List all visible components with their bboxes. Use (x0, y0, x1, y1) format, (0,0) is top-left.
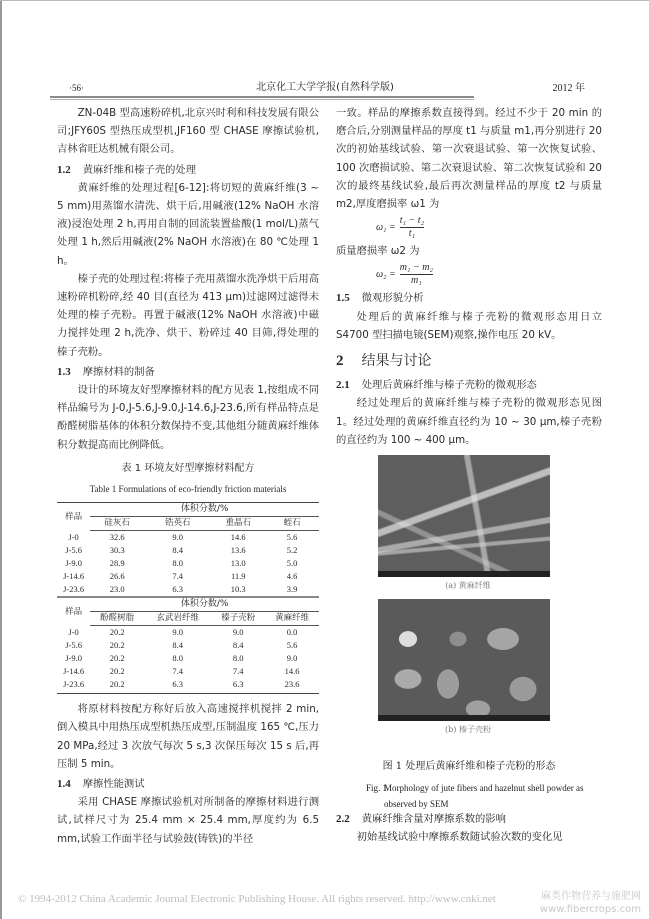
table-1-title-cn: 表 1 环境友好型摩擦材料配方 (121, 462, 255, 474)
sem-image-jute-fibers (378, 455, 550, 577)
table-cell: 8.4 (172, 545, 183, 556)
table-cell: 20.2 (109, 627, 125, 638)
table-cell: 9.0 (172, 627, 183, 638)
table-group-header: 体积分数/% (90, 503, 319, 517)
section-1-2-heading (57, 161, 319, 179)
table-column-header: 锆英石 (144, 517, 211, 531)
table-1-title-en: Table 1 Formulations of eco-friendly friction materials (89, 484, 287, 495)
denominator: t₁ (408, 228, 416, 240)
table-cell: 13.6 (230, 545, 246, 556)
formula-lhs: ω₂ = (376, 268, 396, 280)
sem-scale-bar (378, 571, 550, 577)
header-rule (50, 96, 474, 100)
copyright-footer: © 1994-2012 China Academic Journal Electronic Publishing House. All rights reserved. http://www.cnki.net (18, 893, 496, 905)
subfigure-b-caption: (b) 榛子壳粉 (445, 725, 491, 734)
denominator: m₁ (411, 275, 422, 287)
table-row (57, 570, 319, 583)
table-cell: 14.6 (230, 532, 246, 543)
table-cell: 6.3 (144, 678, 211, 694)
sample-id-cell: J-0 (68, 627, 79, 638)
section-title: 结果与讨论 (361, 353, 432, 370)
table-cell: 11.9 (230, 571, 246, 582)
sem-scale-bar (378, 715, 550, 721)
sample-id-cell: J-23.6 (63, 584, 85, 595)
table-1 (57, 502, 319, 694)
table-cell: 8.0 (172, 558, 183, 569)
table-cell: 5.2 (286, 545, 298, 556)
section-number: 2.1 (336, 379, 350, 392)
table-column-header: 榛子壳粉 (211, 612, 265, 626)
numerator: m₁ − m₂ (399, 262, 433, 274)
table-row (57, 626, 319, 640)
table-row (57, 531, 319, 545)
table-cell: 10.3 (230, 584, 246, 595)
right-column (336, 104, 602, 449)
table-cell: 20.2 (109, 640, 125, 651)
section-1-5-heading (336, 289, 602, 307)
table-cell: 9.0 (172, 532, 183, 543)
section-1-3-heading (57, 363, 319, 381)
table-row (57, 639, 319, 652)
table-cell: 5.0 (286, 558, 298, 569)
formula-thickness-wear (376, 215, 602, 240)
running-header (55, 78, 595, 96)
figure-1 (378, 455, 558, 735)
journal-title: 北京化工大学学报(自然科学版) (256, 82, 394, 93)
jute-treatment-paragraph: 黄麻纤维的处理过程[6-12]:将切短的黄麻纤维(3 ~ 5 mm)用蒸馏水清洗、烘干后,用碱液(12% NaOH 水溶液)浸泡处理 2 h,再用自制的回流装置盐酸(1 mol/L)蒸气处理 1 h,然后用碱液(2% NaOH 水溶液)在 80 ℃处理 1 h。 (57, 181, 319, 267)
friction-coefficient-paragraph: 初始基线试验中摩擦系数随试验次数的变化见 (356, 831, 563, 843)
formula-mass-wear (376, 262, 602, 287)
section-1-4-heading (57, 775, 319, 793)
table-cell: 32.6 (109, 532, 125, 543)
table-cell: 7.4 (172, 666, 183, 677)
numerator: t₁ − t₂ (399, 215, 425, 227)
section-title: 微观形貌分析 (361, 292, 424, 305)
sample-id-cell: J-5.6 (65, 640, 82, 651)
table-cell: 13.0 (230, 558, 246, 569)
section-2-1-heading (336, 376, 602, 394)
section-title: 黄麻纤维含量对摩擦系数的影响 (361, 813, 506, 825)
table-cell: 7.4 (172, 571, 183, 582)
section-title: 处理后黄麻纤维与榛子壳粉的微观形态 (361, 379, 537, 392)
table-cell: 8.4 (232, 640, 244, 651)
table-column-header: 重晶石 (211, 517, 265, 531)
table-cell: 14.6 (284, 666, 300, 677)
table-cell: 0.0 (286, 627, 298, 638)
sem-image-hazelnut-powder (378, 599, 550, 721)
sample-id-cell: J-9.0 (65, 558, 82, 569)
section-number: 1.2 (57, 163, 71, 176)
fraction (400, 215, 424, 240)
section-number: 1.3 (57, 365, 71, 378)
section-2-heading (336, 352, 602, 370)
watermark-site-name: 麻类作物营养与施肥网 (541, 891, 641, 902)
subfigure-a-caption: (a) 黄麻纤维 (445, 581, 491, 590)
page-border (0, 0, 2, 919)
sample-id-cell: J-5.6 (65, 545, 82, 556)
table-row (57, 652, 319, 665)
table-cell: 5.6 (286, 640, 298, 651)
table-cell: 3.9 (286, 584, 298, 595)
section-number: 2 (336, 353, 344, 370)
sample-id-cell: J-9.0 (65, 653, 82, 664)
table-cell: 23.6 (265, 678, 319, 694)
section-title: 黄麻纤维和榛子壳的处理 (82, 163, 197, 176)
watermark (540, 890, 641, 916)
table-row (57, 583, 319, 597)
mass-wear-label: 质量磨损率 ω2 为 (336, 245, 420, 258)
friction-test-paragraph: 采用 CHASE 摩擦试验机对所制备的摩擦材料进行测试,试样尺寸为 25.4 mm × 25.4 mm,厚度约为 6.5 mm,试验工作面半径与试验鼓(铸铁)的半径 (57, 796, 319, 845)
table-cell: 6.3 (172, 584, 183, 595)
table-cell: 8.0 (232, 653, 244, 664)
formula-lhs: ω₁ = (376, 221, 396, 233)
table-cell: 20.2 (90, 678, 144, 694)
molding-paragraph: 将原材料按配方称好后放入高速搅拌机搅拌 2 min,倒入模具中用热压成型机热压成型,压制温度 165 ℃,压力 20 MPa,经过 3 次放气每次 5 s,3 次保压每次 15 s 后,再压制 5 min。 (57, 703, 319, 770)
table-row-header: 样品 (57, 597, 90, 626)
table-cell: 8.4 (172, 640, 183, 651)
section-title: 摩擦性能测试 (82, 778, 145, 791)
table-column-header: 蛭石 (265, 517, 319, 531)
page-number: ·56· (69, 83, 84, 93)
watermark-url: www.fibercrops.com (539, 904, 641, 915)
table-cell: 5.6 (286, 532, 298, 543)
preparation-paragraph: 设计的环境友好型摩擦材料的配方见表 1,按组成不同样品编号为 J-0,J-5.6,J-9.0,J-14.6,J-23.6,所有样品特点是酚醛树脂基体的体积分数保持不变,其他组分随黄麻纤维体积分数提高而比例降低。 (57, 384, 319, 451)
section-number: 1.5 (336, 292, 350, 305)
table-cell: 6.3 (211, 678, 265, 694)
table-cell: 9.0 (286, 653, 298, 664)
sem-paragraph: 处理后的黄麻纤维与榛子壳粉的微观形态用日立 S4700 型扫描电镜(SEM)观察,操作电压 20 kV。 (336, 310, 602, 341)
sample-id-cell: J-23.6 (57, 678, 90, 694)
left-column (57, 104, 319, 848)
table-row (57, 665, 319, 678)
table-cell: 20.2 (109, 653, 125, 664)
morphology-paragraph: 经过处理后的黄麻纤维与榛子壳粉的微观形态见图 1。经过处理的黄麻纤维直径约为 10 ~ 30 μm,榛子壳粉的直径约为 100 ~ 400 μm。 (336, 397, 602, 446)
section-2-2 (336, 808, 602, 846)
table-group-header: 体积分数/% (90, 597, 319, 612)
section-number: 1.4 (57, 778, 71, 791)
table-cell: 20.2 (109, 666, 125, 677)
table-column-header: 硅灰石 (90, 517, 144, 531)
table-row (57, 557, 319, 570)
table-row (57, 544, 319, 557)
page-border-top (0, 0, 649, 1)
table-column-header: 黄麻纤维 (265, 612, 319, 626)
sample-id-cell: J-14.6 (63, 666, 85, 677)
table-cell: 9.0 (232, 627, 244, 638)
table-cell: 26.6 (109, 571, 125, 582)
publication-year: 2012 年 (552, 83, 585, 94)
figure-label: Fig. 1 (366, 783, 388, 793)
sample-id-cell: J-14.6 (63, 571, 85, 582)
table-column-header: 酚醛树脂 (90, 612, 144, 626)
table-cell: 4.6 (286, 571, 298, 582)
table-cell: 30.3 (109, 545, 125, 556)
caption-text: Morphology of jute fibers and hazelnut shell powder as observed by SEM (384, 783, 584, 809)
table-cell: 8.0 (172, 653, 183, 664)
section-2-2-heading (336, 810, 602, 828)
table-cell: 28.9 (109, 558, 125, 569)
table-cell: 23.0 (109, 584, 125, 595)
sample-id-cell: J-0 (68, 532, 79, 543)
table-cell: 7.4 (232, 666, 244, 677)
test-procedure-paragraph: 一致。样品的摩擦系数直接得到。经过不少于 20 min 的磨合后,分别测量样品的厚度 t1 与质量 m1,再分别进行 20 次的初始基线试验、第一次衰退试验、第一次恢复试验、100 次磨损试验、第二次衰退试验、第二次恢复试验和 20 次的最终基线试验,最后再次测量样品的厚度 t2 与质量 m2,厚度磨损率 ω1 为 (336, 107, 602, 211)
hazelnut-treatment-paragraph: 榛子壳的处理过程:将榛子壳用蒸馏水洗净烘干后用高速粉碎机粉碎,经 40 目(直径为 413 μm)过滤网过滤得未处理的榛子壳粉。再置于碱液(12% NaOH 水溶液)中磁力搅拌处理 2 h,洗净、烘干、粉碎过 40 目筛,得处理的榛子壳粉。 (57, 272, 319, 358)
table-row (57, 678, 319, 694)
table-row-header: 样品 (57, 503, 90, 531)
section-number: 2.2 (336, 813, 350, 825)
equipment-paragraph: ZN-04B 型高速粉碎机,北京兴时利和科技发展有限公司;JFY60S 型热压成型机,JF160 型 CHASE 摩擦试验机,吉林省旺达机械有限公司。 (57, 107, 319, 156)
section-title: 摩擦材料的制备 (82, 365, 155, 378)
figure-1-caption-cn: 图 1 处理后黄麻纤维和榛子壳粉的形态 (382, 761, 556, 772)
table-column-header: 玄武岩纤维 (144, 612, 211, 626)
fraction (400, 262, 433, 287)
